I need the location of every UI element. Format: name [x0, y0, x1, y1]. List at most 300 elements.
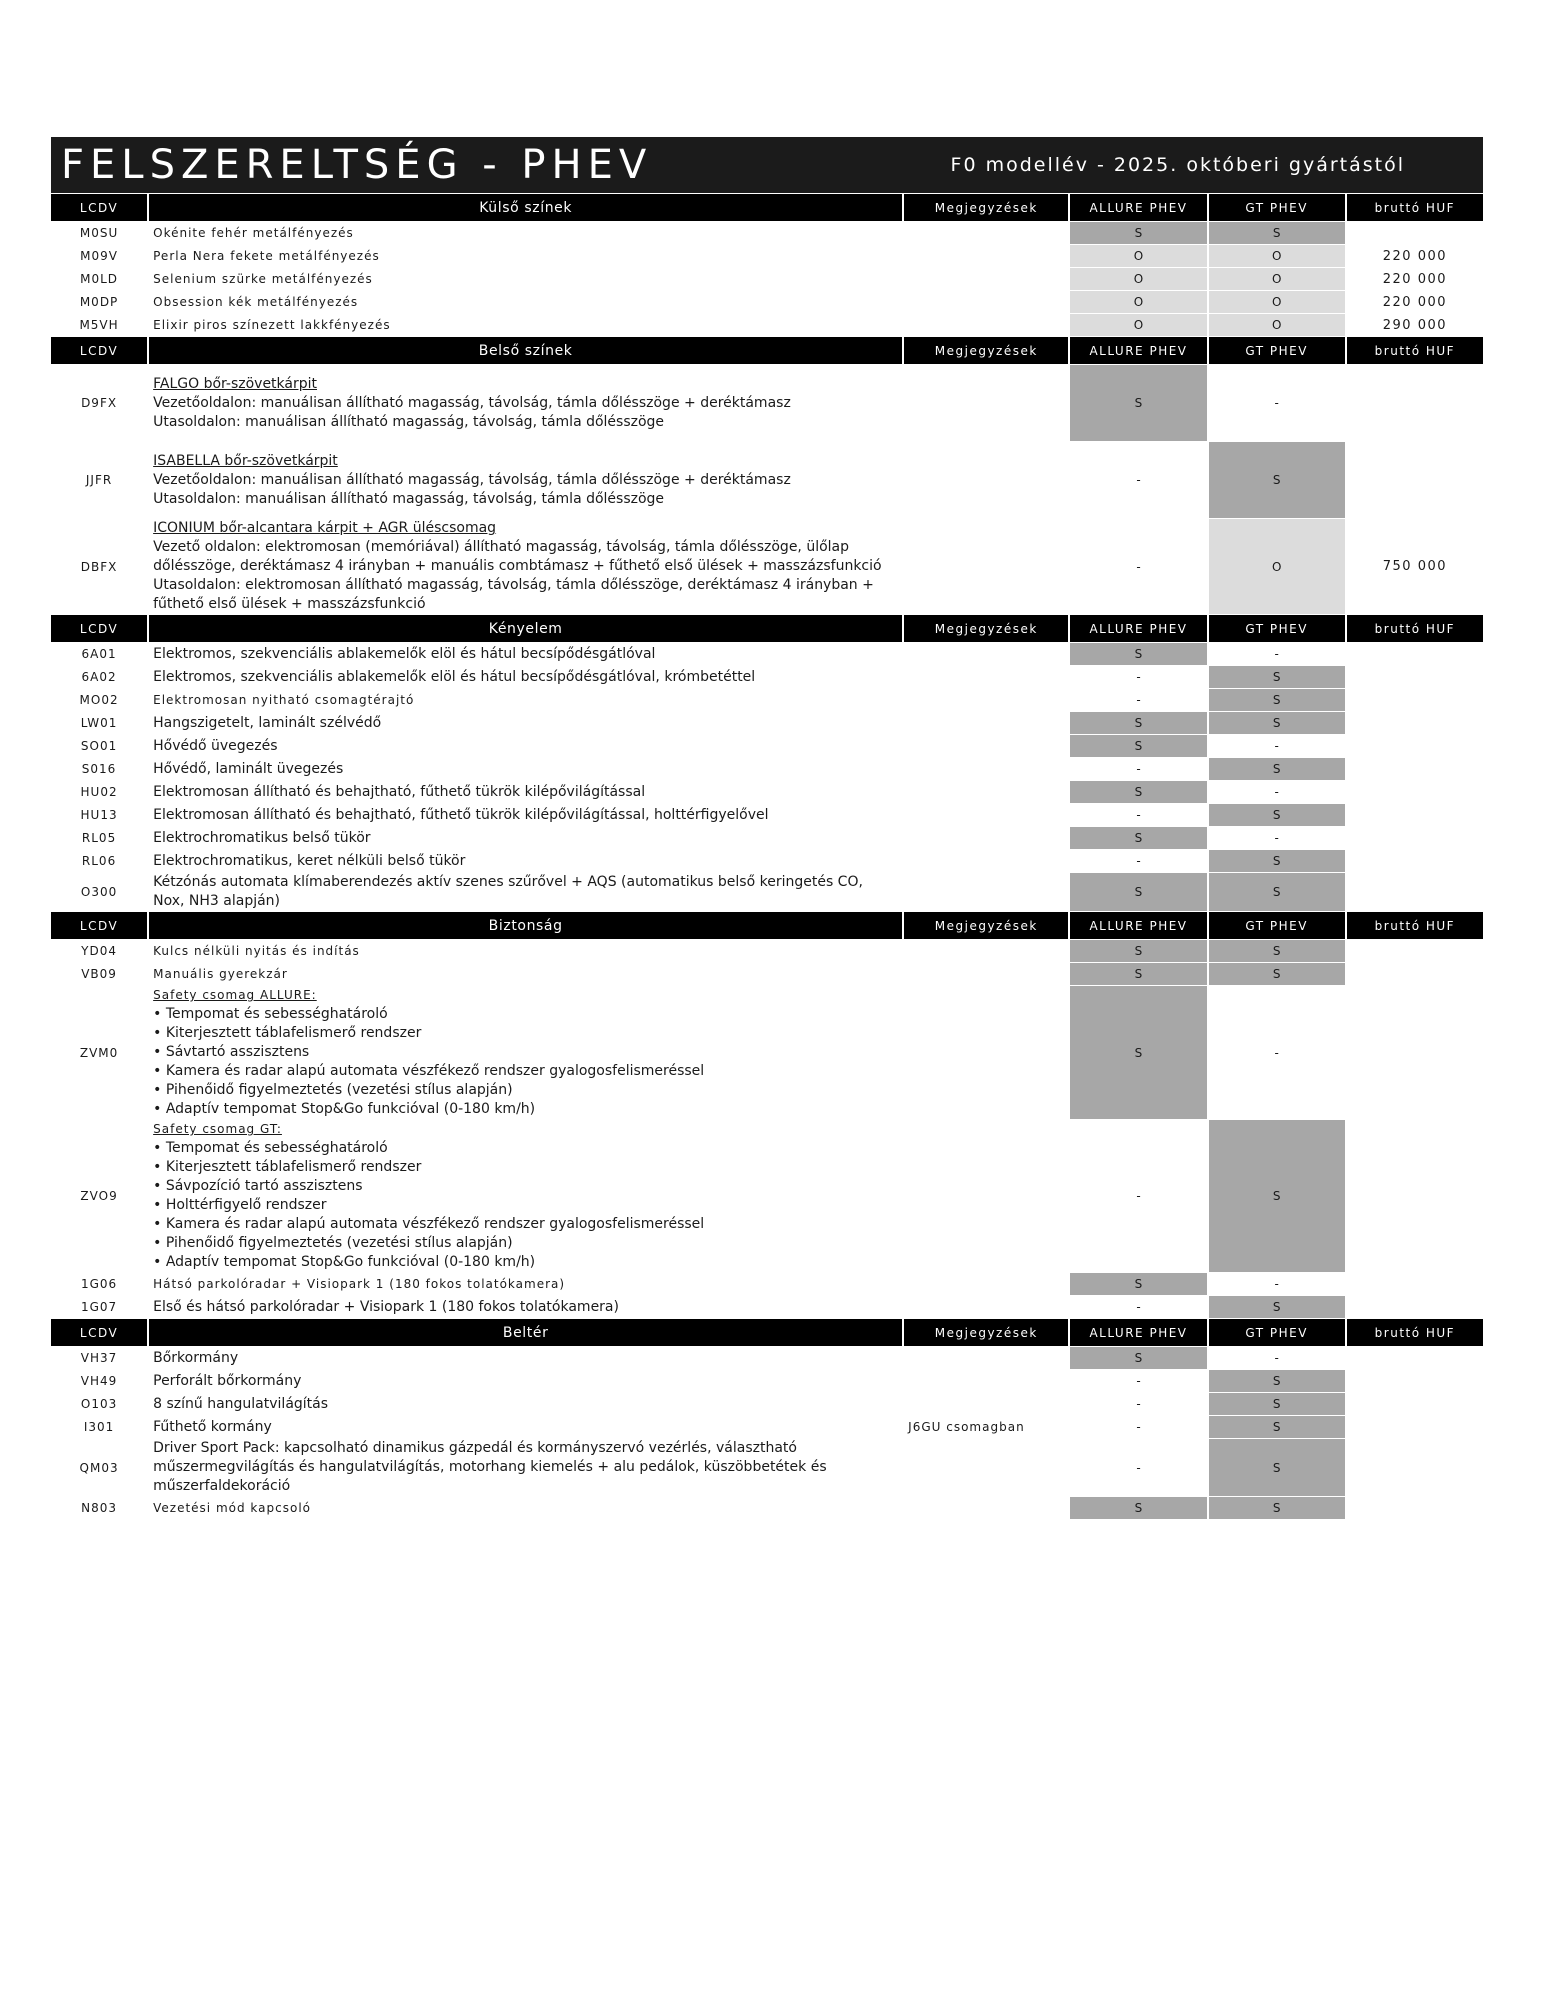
lcdv-code: M0DP — [79, 295, 119, 309]
item-detail-line: • Kiterjesztett táblafelismerő rendszer — [153, 1159, 422, 1175]
item-note — [904, 850, 1068, 872]
item-detail-line: • Tempomat és sebességhatároló — [153, 1006, 388, 1022]
gt-availability: - — [1274, 831, 1279, 845]
item-price — [1347, 643, 1483, 665]
item-description — [149, 986, 902, 1119]
item-description — [149, 291, 902, 313]
item-note — [904, 643, 1068, 665]
item-description — [149, 804, 902, 826]
item-price: 290 000 — [1382, 317, 1448, 333]
lcdv-code: MO02 — [79, 693, 119, 707]
lcdv-code: ZVM0 — [79, 1045, 119, 1060]
allure-availability: - — [1136, 854, 1141, 868]
item-detail-line: Utasoldalon: manuálisan állítható magasság, távolság, támla dőlésszöge — [153, 490, 665, 507]
table-row — [51, 940, 1483, 962]
item-description — [149, 689, 902, 711]
lcdv-code: VH49 — [80, 1374, 118, 1388]
price-header: bruttó HUF — [1347, 912, 1483, 939]
item-note — [904, 666, 1068, 688]
allure-availability: - — [1136, 559, 1141, 574]
item-description — [149, 735, 902, 757]
table-row — [51, 245, 1483, 267]
allure-availability: S — [1070, 1497, 1206, 1519]
item-price: 220 000 — [1382, 294, 1448, 310]
item-title: Obsession kék metálfényezés — [153, 294, 359, 309]
table-row — [51, 268, 1483, 290]
item-description — [149, 1497, 902, 1519]
item-detail-line: Utasoldalon: manuálisan állítható magasság, távolság, támla dőlésszöge — [153, 413, 665, 430]
notes-header: Megjegyzések — [904, 337, 1068, 364]
item-title: Első és hátsó parkolóradar + Visiopark 1 (180 fokos tolatókamera) — [153, 1298, 619, 1315]
table-row — [51, 1120, 1483, 1272]
lcdv-code: D9FX — [81, 396, 118, 410]
section-header — [51, 912, 1483, 939]
item-detail-line: • Kamera és radar alapú automata vészfékező rendszer gyalogosfelismeréssel — [153, 1063, 705, 1079]
lcdv-code: I301 — [83, 1420, 115, 1434]
item-price — [1347, 666, 1483, 688]
section-title: Beltér — [149, 1319, 902, 1346]
table-row — [51, 758, 1483, 780]
lcdv-code: ZVO9 — [80, 1189, 118, 1203]
item-detail-line: • Kamera és radar alapú automata vészfékező rendszer gyalogosfelismeréssel — [153, 1216, 705, 1232]
allure-availability: - — [1136, 670, 1141, 684]
item-price — [1347, 222, 1483, 244]
lcdv-code: LW01 — [80, 716, 118, 730]
allure-availability: S — [1070, 712, 1206, 734]
item-description — [149, 268, 902, 290]
lcdv-code: VB09 — [81, 967, 117, 981]
lcdv-code: M0SU — [79, 226, 119, 240]
equipment-table-body — [51, 194, 1483, 1519]
item-description — [149, 1120, 902, 1272]
code-header: LCDV — [51, 615, 147, 642]
allure-availability: - — [1136, 1397, 1141, 1411]
item-title: Manuális gyerekzár — [153, 966, 288, 981]
allure-availability: - — [1136, 1189, 1141, 1203]
table-row — [51, 781, 1483, 803]
item-description — [149, 442, 902, 518]
item-description — [149, 519, 902, 614]
section-header — [51, 337, 1483, 364]
item-detail-line: • Pihenőidő figyelmeztetés (vezetési stílus alapján) — [153, 1082, 513, 1098]
item-title: 8 színű hangulatvilágítás — [153, 1395, 329, 1412]
section-title: Biztonság — [149, 912, 902, 939]
gt-availability: - — [1274, 647, 1279, 661]
gt-availability: S — [1209, 940, 1345, 962]
lcdv-code: 1G07 — [80, 1300, 118, 1314]
item-description — [149, 758, 902, 780]
lcdv-code: JJFR — [85, 473, 113, 487]
allure-availability: S — [1070, 963, 1206, 985]
gt-availability: - — [1274, 739, 1279, 753]
title-bar — [51, 137, 1483, 193]
table-row — [51, 1347, 1483, 1369]
price-header: bruttó HUF — [1347, 194, 1483, 221]
section-title: Belső színek — [149, 337, 902, 364]
item-price — [1347, 1439, 1483, 1496]
item-title: Bőrkormány — [153, 1349, 239, 1366]
equipment-table — [49, 193, 1485, 1520]
item-title: Hangszigetelt, laminált szélvédő — [153, 714, 382, 731]
gt-availability: - — [1274, 1351, 1279, 1365]
item-detail-line: • Tempomat és sebességhatároló — [153, 1140, 388, 1156]
item-detail-line: • Pihenőidő figyelmeztetés (vezetési stílus alapján) — [153, 1235, 513, 1251]
item-note — [904, 804, 1068, 826]
item-detail-line: • Sávtartó asszisztens — [153, 1044, 310, 1060]
allure-availability: - — [1136, 1420, 1141, 1434]
item-price — [1347, 804, 1483, 826]
item-description — [149, 643, 902, 665]
table-row — [51, 314, 1483, 336]
item-description — [149, 873, 902, 911]
allure-header: ALLURE PHEV — [1070, 615, 1206, 642]
item-note — [904, 1439, 1068, 1496]
item-price: 750 000 — [1382, 559, 1448, 574]
item-title: Selenium szürke metálfényezés — [153, 271, 373, 286]
item-title: Perla Nera fekete metálfényezés — [153, 248, 380, 263]
item-title: ISABELLA bőr-szövetkárpit — [153, 452, 338, 469]
item-detail-line: • Adaptív tempomat Stop&Go funkcióval (0-180 km/h) — [153, 1101, 536, 1117]
gt-availability: S — [1209, 712, 1345, 734]
item-title: Elektromos, szekvenciális ablakemelők elöl és hátul becsípődésgátlóval, krómbetéttel — [153, 668, 756, 685]
gt-availability: S — [1209, 873, 1345, 911]
lcdv-code: YD04 — [81, 944, 117, 958]
item-description — [149, 245, 902, 267]
item-price — [1347, 940, 1483, 962]
item-description — [149, 1393, 902, 1415]
item-title: Hátsó parkolóradar + Visiopark 1 (180 fokos tolatókamera) — [153, 1276, 566, 1291]
item-note: J6GU csomagban — [908, 1420, 1025, 1434]
lcdv-code: HU02 — [80, 785, 118, 799]
section-title: Kényelem — [149, 615, 902, 642]
price-header: bruttó HUF — [1347, 337, 1483, 364]
gt-availability: - — [1274, 1045, 1279, 1060]
lcdv-code: O103 — [80, 1397, 118, 1411]
item-price — [1347, 365, 1483, 441]
gt-availability: - — [1274, 396, 1279, 410]
gt-availability: S — [1209, 689, 1345, 711]
equipment-sheet — [51, 137, 1483, 1520]
item-price — [1347, 963, 1483, 985]
gt-header: GT PHEV — [1209, 194, 1345, 221]
gt-availability: S — [1209, 1497, 1345, 1519]
lcdv-code: M5VH — [79, 318, 119, 332]
section-header — [51, 1319, 1483, 1346]
item-description — [149, 1296, 902, 1318]
item-detail-line: • Holttérfigyelő rendszer — [153, 1197, 327, 1213]
gt-header: GT PHEV — [1209, 1319, 1345, 1346]
item-price: 220 000 — [1382, 271, 1448, 287]
item-price — [1347, 827, 1483, 849]
item-title: Elektromos, szekvenciális ablakemelők elöl és hátul becsípődésgátlóval — [153, 645, 656, 662]
item-price — [1347, 1416, 1483, 1438]
item-note — [904, 1497, 1068, 1519]
item-note — [904, 1120, 1068, 1272]
gt-availability: S — [1209, 1439, 1345, 1496]
section-title: Külső színek — [149, 194, 902, 221]
allure-header: ALLURE PHEV — [1070, 1319, 1206, 1346]
price-header: bruttó HUF — [1347, 615, 1483, 642]
allure-availability: - — [1136, 1460, 1141, 1475]
item-price — [1347, 689, 1483, 711]
item-detail-line: Utasoldalon: elektromosan állítható magasság, távolság, támla dőlésszöge, deréktámasz 4 irányban + fűthető első ülések + masszázsfunkció — [153, 577, 874, 612]
gt-availability: - — [1274, 785, 1279, 799]
item-note — [904, 519, 1068, 614]
item-note — [904, 222, 1068, 244]
gt-header: GT PHEV — [1209, 615, 1345, 642]
item-title: Hővédő, laminált üvegezés — [153, 760, 344, 777]
item-title: Hővédő üvegezés — [153, 737, 278, 754]
table-row — [51, 873, 1483, 911]
table-row — [51, 1393, 1483, 1415]
table-row — [51, 666, 1483, 688]
gt-availability: S — [1209, 222, 1345, 244]
table-row — [51, 519, 1483, 614]
item-description — [149, 222, 902, 244]
item-note — [904, 781, 1068, 803]
item-description — [149, 1273, 902, 1295]
allure-availability: S — [1070, 735, 1206, 757]
lcdv-code: 6A02 — [81, 670, 117, 684]
item-title: Fűthető kormány — [153, 1418, 272, 1435]
item-title: Perforált bőrkormány — [153, 1372, 302, 1389]
item-note — [904, 442, 1068, 518]
item-title: Elektromosan nyitható csomagtérajtó — [153, 692, 415, 707]
section-header — [51, 194, 1483, 221]
item-title: Vezetési mód kapcsoló — [153, 1500, 311, 1515]
allure-availability: S — [1070, 940, 1206, 962]
item-title: Elixir piros színezett lakkfényezés — [153, 317, 391, 332]
item-note — [904, 1347, 1068, 1369]
code-header: LCDV — [51, 912, 147, 939]
allure-availability: O — [1070, 245, 1206, 267]
lcdv-code: VH37 — [80, 1351, 118, 1365]
gt-header: GT PHEV — [1209, 337, 1345, 364]
item-title: Elektrochromatikus belső tükör — [153, 829, 371, 846]
allure-availability: - — [1136, 808, 1141, 822]
table-row — [51, 442, 1483, 518]
item-title: Safety csomag GT: — [153, 1122, 282, 1136]
item-description — [149, 1347, 902, 1369]
item-description — [149, 940, 902, 962]
lcdv-code: 6A01 — [81, 647, 117, 661]
item-description — [149, 365, 902, 441]
table-row — [51, 712, 1483, 734]
item-description — [149, 314, 902, 336]
item-description — [149, 666, 902, 688]
item-title: ICONIUM bőr-alcantara kárpit + AGR üléscsomag — [153, 520, 497, 536]
item-note — [904, 1393, 1068, 1415]
gt-availability: O — [1209, 245, 1345, 267]
item-price — [1347, 873, 1483, 911]
item-note — [904, 291, 1068, 313]
item-note — [904, 940, 1068, 962]
lcdv-code: HU13 — [80, 808, 118, 822]
item-title: Elektromosan állítható és behajtható, fűthető tükrök kilépővilágítással — [153, 783, 646, 800]
item-description — [149, 827, 902, 849]
item-note — [904, 873, 1068, 911]
item-price — [1347, 712, 1483, 734]
item-detail-line: • Kiterjesztett táblafelismerő rendszer — [153, 1025, 422, 1041]
item-price — [1347, 1393, 1483, 1415]
item-note — [904, 758, 1068, 780]
page-title: FELSZERELTSÉG - PHEV — [61, 142, 653, 188]
item-description — [149, 712, 902, 734]
lcdv-code: M0LD — [80, 272, 119, 286]
allure-availability: - — [1136, 762, 1141, 776]
item-price — [1347, 1347, 1483, 1369]
gt-availability: S — [1209, 1370, 1345, 1392]
allure-availability: S — [1070, 986, 1206, 1119]
gt-availability: O — [1209, 314, 1345, 336]
allure-header: ALLURE PHEV — [1070, 912, 1206, 939]
table-row — [51, 1497, 1483, 1519]
notes-header: Megjegyzések — [904, 615, 1068, 642]
notes-header: Megjegyzések — [904, 194, 1068, 221]
item-detail-line: Vezetőoldalon: manuálisan állítható magasság, távolság, támla dőlésszöge + deréktámasz — [153, 394, 791, 411]
item-note — [904, 689, 1068, 711]
allure-availability: S — [1070, 1273, 1206, 1295]
item-price — [1347, 1497, 1483, 1519]
notes-header: Megjegyzések — [904, 912, 1068, 939]
allure-availability: - — [1136, 1300, 1141, 1314]
gt-availability: S — [1209, 1296, 1345, 1318]
item-note — [904, 1370, 1068, 1392]
item-note — [904, 712, 1068, 734]
gt-availability: S — [1209, 1416, 1345, 1438]
table-row — [51, 804, 1483, 826]
item-description — [149, 1416, 902, 1438]
item-note — [904, 827, 1068, 849]
item-price — [1347, 1120, 1483, 1272]
item-price — [1347, 986, 1483, 1119]
item-price — [1347, 1296, 1483, 1318]
item-price — [1347, 758, 1483, 780]
item-note — [904, 1273, 1068, 1295]
gt-availability: O — [1209, 519, 1345, 614]
table-row — [51, 222, 1483, 244]
gt-availability: S — [1209, 850, 1345, 872]
lcdv-code: SO01 — [80, 739, 118, 753]
table-row — [51, 1370, 1483, 1392]
item-detail-line: Vezetőoldalon: manuálisan állítható magasság, távolság, támla dőlésszöge + deréktámasz — [153, 471, 791, 488]
item-title: Safety csomag ALLURE: — [153, 988, 317, 1002]
allure-header: ALLURE PHEV — [1070, 194, 1206, 221]
item-note — [904, 963, 1068, 985]
item-price — [1347, 1370, 1483, 1392]
item-note — [904, 314, 1068, 336]
lcdv-code: 1G06 — [80, 1277, 118, 1291]
table-row — [51, 643, 1483, 665]
gt-availability: S — [1209, 442, 1345, 518]
table-row — [51, 735, 1483, 757]
lcdv-code: RL05 — [81, 831, 117, 845]
code-header: LCDV — [51, 337, 147, 364]
allure-availability: S — [1070, 827, 1206, 849]
item-title: Elektrochromatikus, keret nélküli belső tükör — [153, 852, 466, 869]
allure-availability: - — [1136, 473, 1141, 487]
item-description — [149, 781, 902, 803]
item-price — [1347, 850, 1483, 872]
item-note — [904, 268, 1068, 290]
lcdv-code: O300 — [80, 885, 118, 899]
table-row — [51, 1416, 1483, 1438]
code-header: LCDV — [51, 1319, 147, 1346]
table-row — [51, 689, 1483, 711]
allure-availability: S — [1070, 643, 1206, 665]
gt-availability: S — [1209, 1393, 1345, 1415]
lcdv-code: RL06 — [81, 854, 117, 868]
item-detail-line: • Adaptív tempomat Stop&Go funkcióval (0-180 km/h) — [153, 1254, 536, 1270]
allure-availability: - — [1136, 693, 1141, 707]
gt-availability: S — [1209, 963, 1345, 985]
item-title: Okénite fehér metálfényezés — [153, 225, 354, 240]
table-row — [51, 1296, 1483, 1318]
gt-availability: S — [1209, 758, 1345, 780]
lcdv-code: DBFX — [80, 559, 118, 574]
table-row — [51, 1439, 1483, 1496]
gt-availability: - — [1274, 1277, 1279, 1291]
table-row — [51, 963, 1483, 985]
item-detail-line: • Sávpozíció tartó asszisztens — [153, 1178, 363, 1194]
item-description — [149, 1439, 902, 1496]
page-subtitle: F0 modellév - 2025. októberi gyártástól — [950, 154, 1405, 176]
item-note — [904, 735, 1068, 757]
gt-availability: O — [1209, 268, 1345, 290]
gt-availability: S — [1209, 1120, 1345, 1272]
allure-availability: O — [1070, 314, 1206, 336]
item-price — [1347, 735, 1483, 757]
table-row — [51, 850, 1483, 872]
allure-availability: S — [1070, 781, 1206, 803]
gt-availability: O — [1209, 291, 1345, 313]
section-header — [51, 615, 1483, 642]
allure-availability: O — [1070, 268, 1206, 290]
table-row — [51, 291, 1483, 313]
lcdv-code: QM03 — [79, 1460, 119, 1475]
item-title: Kulcs nélküli nyitás és indítás — [153, 943, 360, 958]
allure-availability: S — [1070, 222, 1206, 244]
lcdv-code: M09V — [80, 249, 118, 263]
table-row — [51, 986, 1483, 1119]
code-header: LCDV — [51, 194, 147, 221]
item-note — [904, 365, 1068, 441]
gt-availability: S — [1209, 666, 1345, 688]
lcdv-code: S016 — [81, 762, 117, 776]
item-note — [904, 986, 1068, 1119]
item-title: Elektromosan állítható és behajtható, fűthető tükrök kilépővilágítással, holttérfigyelővel — [153, 806, 769, 823]
item-note — [904, 1296, 1068, 1318]
notes-header: Megjegyzések — [904, 1319, 1068, 1346]
item-note — [904, 245, 1068, 267]
gt-availability: S — [1209, 804, 1345, 826]
allure-availability: O — [1070, 291, 1206, 313]
item-detail-line: Vezető oldalon: elektromosan (memóriával) állítható magasság, távolság, támla dőlésszöge, ülőlap dőlésszöge, deréktámasz 4 irányban + manuális combtámasz + fűthető első ülések + masszázsfunkció — [153, 539, 882, 574]
allure-availability: S — [1070, 1347, 1206, 1369]
lcdv-code: N803 — [81, 1501, 117, 1515]
item-description — [149, 1370, 902, 1392]
allure-header: ALLURE PHEV — [1070, 337, 1206, 364]
item-price — [1347, 442, 1483, 518]
table-row — [51, 827, 1483, 849]
item-title: Kétzónás automata klímaberendezés aktív szenes szűrővel + AQS (automatikus belső keringetés CO, Nox, NH3 alapján) — [153, 874, 863, 909]
item-description — [149, 963, 902, 985]
table-row — [51, 1273, 1483, 1295]
allure-availability: - — [1136, 1374, 1141, 1388]
item-title: Driver Sport Pack: kapcsolható dinamikus gázpedál és kormányszervó vezérlés, választható műszermegvilágítás és hangulatvilágítás, motorhang kiemelés + alu pedálok, küszöbbetétek és műszerfaldekoráció — [153, 1440, 827, 1494]
item-price: 220 000 — [1382, 248, 1448, 264]
item-price — [1347, 781, 1483, 803]
